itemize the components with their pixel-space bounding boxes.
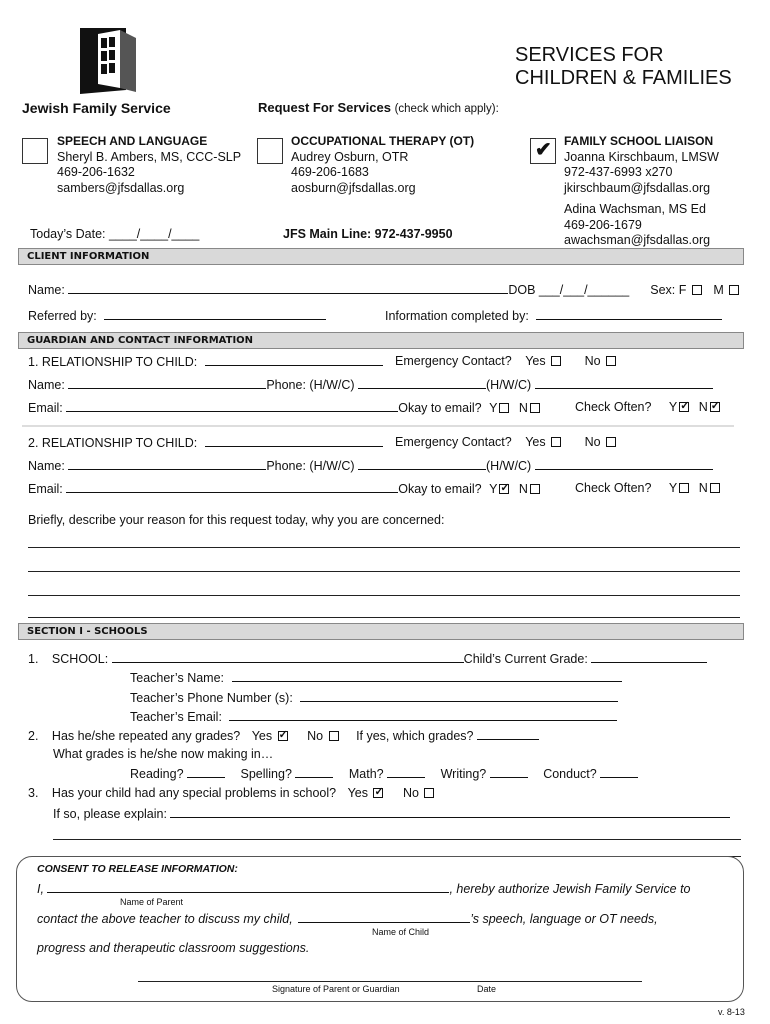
guardian2-often-n-label: N [698, 481, 708, 495]
teacher-name-row [130, 670, 622, 685]
teacher-email-label: Teacher’s Email: [130, 710, 222, 724]
guardian2-phone2-field[interactable] [535, 458, 713, 470]
parent-caption: Name of Parent [120, 897, 184, 907]
door-logo-icon [74, 24, 140, 96]
guardian2-email-label: Email: [28, 482, 63, 496]
explain-row [53, 806, 730, 821]
guardian2-often-row [575, 481, 720, 495]
ot-title: OCCUPATIONAL THERAPY (OT) [291, 134, 475, 148]
guardian2-okay-y-label: Y [489, 482, 498, 496]
consent-progress-text: progress and therapeutic classroom suggestions. [37, 941, 310, 955]
date-caption: Date [477, 984, 497, 994]
guardian-separator [22, 425, 734, 427]
guardian1-phone2-label: (H/W/C) [486, 378, 532, 392]
guardian2-phone-label: Phone: (H/W/C) [266, 459, 355, 473]
title-line-2: CHILDREN & FAMILIES [515, 67, 732, 89]
guardian1-relationship-label: 1. RELATIONSHIP TO CHILD: [28, 355, 198, 369]
speech-provider: Sheryl B. Ambers, MS, CCC-SLP [57, 149, 242, 164]
client-name-field[interactable] [68, 282, 508, 294]
teacher-phone-label: Teacher’s Phone Number (s): [130, 691, 293, 705]
dob-label: DOB [508, 283, 536, 297]
reason-line-3[interactable] [28, 595, 740, 596]
checkmark-icon: ✔ [535, 139, 552, 161]
sex-label: Sex: F [650, 283, 687, 297]
guardian1-name-label: Name: [28, 378, 65, 392]
guardian2-email-row [28, 481, 540, 496]
guardian1-often-y-checkbox[interactable] [679, 402, 689, 412]
dob-field[interactable]: ___/___/______ [538, 283, 630, 297]
guardian1-relationship-field[interactable] [205, 354, 383, 366]
special-problems-row [28, 786, 434, 800]
teacher-email-field[interactable] [229, 709, 617, 721]
math-field[interactable] [387, 766, 425, 778]
consent-needs-text: ’s speech, language or OT needs, [470, 912, 658, 926]
school-row [28, 651, 707, 666]
completed-label: Information completed by: [385, 309, 529, 323]
guardian1-name-row [28, 377, 713, 392]
guardian2-emergency-no-label: No [584, 435, 601, 449]
guardian1-okay-email-label: Okay to email? [398, 401, 482, 415]
guardian2-relationship-field[interactable] [205, 435, 383, 447]
consent-heading: CONSENT TO RELEASE INFORMATION: [37, 863, 238, 875]
special-no-label: No [402, 786, 419, 800]
consent-contact-text: contact the above teacher to discuss my child, [37, 912, 293, 926]
request-heading [258, 100, 499, 115]
guardian1-relationship-row [28, 354, 383, 369]
client-name-row [28, 282, 739, 297]
jfs-logo [74, 24, 140, 96]
guardian2-emergency-yes-label: Yes [525, 435, 546, 449]
explain-line-2[interactable] [53, 839, 741, 840]
guardian1-often-row [575, 400, 720, 414]
guardian1-often-n-label: N [698, 400, 708, 414]
request-label: Request For Services [258, 100, 391, 115]
guardian1-email-field[interactable] [66, 400, 398, 412]
grades-row [130, 766, 638, 781]
guardian1-phone2-field[interactable] [535, 377, 713, 389]
guardian1-emergency-label: Emergency Contact? [395, 354, 512, 368]
guardian1-okay-n-label: N [518, 401, 528, 415]
repeated-label: Has he/she repeated any grades? [51, 729, 241, 743]
special-no-checkbox[interactable] [424, 788, 434, 798]
guardian2-often-y-checkbox[interactable] [679, 483, 689, 493]
guardian2-often-label: Check Often? [575, 481, 652, 495]
guardian1-okay-n-checkbox[interactable] [530, 403, 540, 413]
consent-authorize: , hereby authorize Jewish Family Service to [449, 882, 691, 896]
reason-line-4[interactable] [28, 617, 740, 618]
guardian2-name-label: Name: [28, 459, 65, 473]
referred-label: Referred by: [28, 309, 97, 323]
completed-row [385, 308, 722, 323]
repeated-yes-label: Yes [251, 729, 273, 743]
guardian2-okay-email-label: Okay to email? [398, 482, 482, 496]
ot-service [291, 134, 474, 196]
reason-line-1[interactable] [28, 547, 740, 548]
guardian2-phone2-label: (H/W/C) [486, 459, 532, 473]
guardian1-often-n-checkbox[interactable] [710, 402, 720, 412]
guardian2-emergency-no-checkbox[interactable] [606, 437, 616, 447]
speech-phone: 469-206-1632 [57, 165, 135, 179]
explain-label: If so, please explain: [53, 807, 167, 821]
guardian1-okay-y-label: Y [489, 401, 498, 415]
conduct-label: Conduct? [543, 767, 597, 781]
guardian2-okay-n-checkbox[interactable] [530, 484, 540, 494]
sex-f-checkbox[interactable] [692, 285, 702, 295]
guardian1-emergency-row [395, 354, 616, 368]
referred-row [28, 308, 326, 323]
liaison-phone-1: 972-437-6993 x270 [564, 165, 673, 179]
consent-i-label: I, [37, 882, 44, 896]
q1-number: 1. [28, 652, 39, 666]
client-info-header: CLIENT INFORMATION [18, 248, 744, 265]
title-line-1: SERVICES FOR [515, 44, 664, 66]
teacher-phone-field[interactable] [300, 690, 618, 702]
signature-line[interactable] [138, 981, 642, 982]
guardian2-email-field[interactable] [66, 481, 398, 493]
completed-field[interactable] [536, 308, 722, 320]
ot-phone: 469-206-1683 [291, 165, 369, 179]
special-yes-checkbox[interactable] [373, 788, 383, 798]
repeated-no-label: No [307, 729, 324, 743]
signature-caption: Signature of Parent or Guardian [272, 984, 400, 994]
guardian1-phone-label: Phone: (H/W/C) [266, 378, 355, 392]
q2-number: 2. [28, 729, 39, 743]
math-label: Math? [348, 767, 384, 781]
guardian2-relationship-row [28, 435, 383, 450]
guardian1-okay-y-checkbox[interactable] [499, 403, 509, 413]
guardian2-name-field[interactable] [68, 458, 266, 470]
speech-checkbox[interactable] [22, 138, 48, 164]
grades-prompt: What grades is he/she now making in… [53, 747, 274, 761]
reason-line-2[interactable] [28, 571, 740, 572]
request-hint: (check which apply): [394, 103, 499, 115]
school-field[interactable] [112, 651, 464, 663]
guardian2-emergency-row [395, 435, 616, 449]
which-grades-label: If yes, which grades? [356, 729, 474, 743]
guardian1-emergency-no-checkbox[interactable] [606, 356, 616, 366]
repeated-no-checkbox[interactable] [329, 731, 339, 741]
guardian1-emergency-no-label: No [584, 354, 601, 368]
guardian2-often-y-label: Y [668, 481, 678, 495]
liaison-service [564, 134, 719, 249]
teacher-name-label: Teacher’s Name: [130, 671, 225, 685]
schools-header: SECTION I - SCHOOLS [18, 623, 744, 640]
writing-label: Writing? [440, 767, 487, 781]
guardian1-often-label: Check Often? [575, 400, 652, 414]
guardian-info-header: GUARDIAN AND CONTACT INFORMATION [18, 332, 744, 349]
reading-label: Reading? [130, 767, 184, 781]
referred-field[interactable] [104, 308, 326, 320]
grade-label: Child’s Current Grade: [463, 652, 588, 666]
guardian2-relationship-label: 2. RELATIONSHIP TO CHILD: [28, 436, 198, 450]
client-name-label: Name: [28, 283, 65, 297]
guardian1-phone-field[interactable] [358, 377, 486, 389]
child-caption: Name of Child [372, 927, 430, 937]
guardian1-emergency-yes-label: Yes [525, 354, 546, 368]
parent-name-field[interactable] [47, 881, 449, 893]
writing-field[interactable] [490, 766, 528, 778]
ot-email: aosburn@jfsdallas.org [291, 180, 416, 195]
org-name: Jewish Family Service [22, 100, 171, 116]
sex-m-checkbox[interactable] [729, 285, 739, 295]
teacher-name-field[interactable] [232, 670, 622, 682]
repeated-yes-checkbox[interactable] [278, 731, 288, 741]
reason-prompt: Briefly, describe your reason for this request today, why you are concerned: [28, 513, 445, 527]
spelling-label: Spelling? [240, 767, 292, 781]
speech-email: sambers@jfsdallas.org [57, 180, 185, 195]
liaison-provider-1: Joanna Kirschbaum, LMSW [564, 149, 719, 164]
child-name-field[interactable] [298, 911, 470, 923]
main-line: JFS Main Line: 972-437-9950 [283, 227, 453, 241]
version-label: v. 8-13 [718, 1007, 745, 1017]
special-problems-label: Has your child had any special problems in school? [51, 786, 337, 800]
todays-date[interactable]: Today’s Date: ____/____/____ [30, 227, 200, 241]
school-label: SCHOOL: [51, 652, 109, 666]
liaison-phone-2: 469-206-1679 [564, 217, 642, 232]
grade-field[interactable] [591, 651, 707, 663]
guardian2-emergency-yes-checkbox[interactable] [551, 437, 561, 447]
consent-line-2 [37, 911, 658, 926]
guardian1-email-label: Email: [28, 401, 63, 415]
reading-field[interactable] [187, 766, 225, 778]
repeated-grades-row [28, 728, 539, 743]
explain-field[interactable] [170, 806, 730, 818]
liaison-checkbox[interactable] [530, 138, 556, 164]
guardian1-emergency-yes-checkbox[interactable] [551, 356, 561, 366]
teacher-email-row [130, 709, 617, 724]
speech-title: SPEECH AND LANGUAGE [57, 134, 208, 148]
teacher-phone-row [130, 690, 618, 705]
ot-provider: Audrey Osburn, OTR [291, 149, 409, 164]
guardian2-okay-n-label: N [518, 482, 528, 496]
liaison-title: FAMILY SCHOOL LIAISON [564, 134, 714, 148]
guardian2-okay-y-checkbox[interactable] [499, 484, 509, 494]
spelling-field[interactable] [295, 766, 333, 778]
which-grades-field[interactable] [477, 728, 539, 740]
conduct-field[interactable] [600, 766, 638, 778]
sex-m-label: M [713, 283, 724, 297]
speech-service [57, 134, 241, 196]
q3-number: 3. [28, 786, 39, 800]
liaison-email-2: awachsman@jfsdallas.org [564, 233, 711, 247]
guardian2-often-n-checkbox[interactable] [710, 483, 720, 493]
guardian1-name-field[interactable] [68, 377, 266, 389]
guardian1-email-row [28, 400, 540, 415]
guardian2-emergency-label: Emergency Contact? [395, 435, 512, 449]
ot-checkbox[interactable] [257, 138, 283, 164]
liaison-email-1: jkirschbaum@jfsdallas.org [564, 180, 711, 195]
guardian1-often-y-label: Y [668, 400, 678, 414]
liaison-provider-2: Adina Wachsman, MS Ed [564, 202, 706, 216]
guardian2-name-row [28, 458, 713, 473]
guardian2-phone-field[interactable] [358, 458, 486, 470]
consent-line-1 [37, 881, 691, 896]
special-yes-label: Yes [347, 786, 368, 800]
